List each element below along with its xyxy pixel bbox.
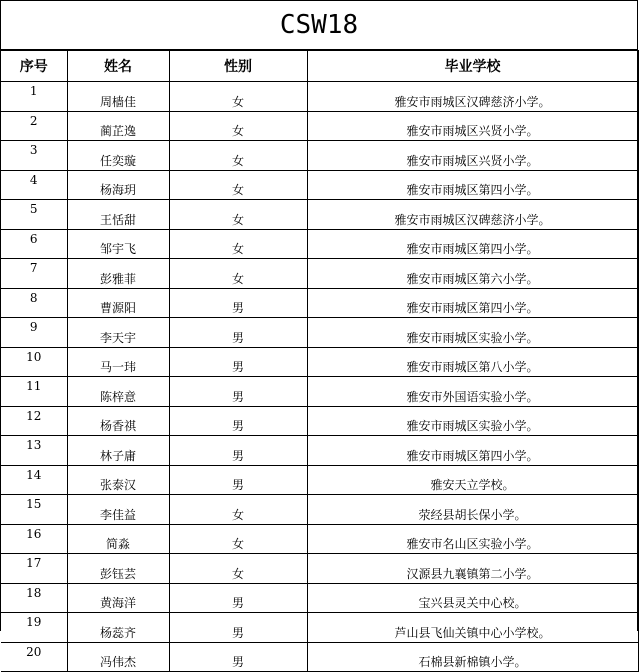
cell-school: 汉源县九襄镇第二小学。	[307, 554, 638, 584]
header-row	[1, 51, 638, 82]
cell-name: 简淼	[67, 524, 169, 554]
cell-no: 15	[1, 495, 67, 525]
cell-gender: 男	[169, 583, 307, 613]
table-row	[1, 436, 638, 466]
cell-school: 雅安市雨城区第八小学。	[307, 347, 638, 377]
cell-school: 雅安市雨城区第四小学。	[307, 229, 638, 259]
cell-school: 芦山县飞仙关镇中心小学校。	[307, 613, 638, 643]
table-row	[1, 495, 638, 525]
cell-no: 6	[1, 229, 67, 259]
cell-school: 雅安市雨城区汉碑慈济小学。	[307, 200, 638, 230]
cell-no: 20	[1, 642, 67, 672]
cell-no: 10	[1, 347, 67, 377]
cell-name: 任奕璇	[67, 141, 169, 171]
cell-gender: 女	[169, 141, 307, 171]
cell-school: 雅安天立学校。	[307, 465, 638, 495]
cell-no: 2	[1, 111, 67, 141]
cell-gender: 男	[169, 642, 307, 672]
cell-gender: 女	[169, 200, 307, 230]
table-row	[1, 347, 638, 377]
cell-gender: 男	[169, 318, 307, 348]
cell-name: 周樯佳	[67, 82, 169, 112]
header-no: 序号	[1, 51, 67, 82]
cell-no: 1	[1, 82, 67, 112]
cell-no: 16	[1, 524, 67, 554]
cell-no: 4	[1, 170, 67, 200]
cell-name: 杨海玥	[67, 170, 169, 200]
table-row	[1, 406, 638, 436]
cell-no: 7	[1, 259, 67, 289]
cell-gender: 女	[169, 524, 307, 554]
cell-school: 雅安市雨城区第四小学。	[307, 436, 638, 466]
table-row	[1, 288, 638, 318]
table-row	[1, 259, 638, 289]
cell-no: 12	[1, 406, 67, 436]
student-table	[1, 50, 639, 672]
cell-gender: 男	[169, 465, 307, 495]
cell-name: 彭雅菲	[67, 259, 169, 289]
cell-school: 雅安市雨城区实验小学。	[307, 318, 638, 348]
cell-name: 李天宇	[67, 318, 169, 348]
cell-gender: 女	[169, 82, 307, 112]
cell-gender: 女	[169, 259, 307, 289]
table-row	[1, 642, 638, 672]
cell-name: 李佳益	[67, 495, 169, 525]
table-row	[1, 377, 638, 407]
cell-school: 雅安市外国语实验小学。	[307, 377, 638, 407]
table-row	[1, 613, 638, 643]
cell-gender: 女	[169, 495, 307, 525]
table-row	[1, 524, 638, 554]
cell-name: 林子庸	[67, 436, 169, 466]
sheet-title: CSW18	[1, 1, 637, 50]
cell-school: 石棉县新棉镇小学。	[307, 642, 638, 672]
cell-no: 9	[1, 318, 67, 348]
table-row	[1, 200, 638, 230]
cell-gender: 男	[169, 436, 307, 466]
cell-no: 13	[1, 436, 67, 466]
cell-gender: 男	[169, 406, 307, 436]
cell-name: 张泰汉	[67, 465, 169, 495]
cell-school: 雅安市雨城区第四小学。	[307, 288, 638, 318]
cell-school: 雅安市雨城区第四小学。	[307, 170, 638, 200]
cell-school: 宝兴县灵关中心校。	[307, 583, 638, 613]
cell-no: 17	[1, 554, 67, 584]
table-row	[1, 111, 638, 141]
cell-no: 11	[1, 377, 67, 407]
cell-name: 曹源阳	[67, 288, 169, 318]
cell-school: 雅安市雨城区实验小学。	[307, 406, 638, 436]
cell-gender: 女	[169, 111, 307, 141]
cell-gender: 女	[169, 170, 307, 200]
header-name: 姓名	[67, 51, 169, 82]
cell-gender: 男	[169, 288, 307, 318]
cell-name: 黄海洋	[67, 583, 169, 613]
header-gender: 性别	[169, 51, 307, 82]
cell-gender: 男	[169, 347, 307, 377]
cell-no: 3	[1, 141, 67, 171]
cell-no: 14	[1, 465, 67, 495]
table-row	[1, 82, 638, 112]
cell-gender: 女	[169, 229, 307, 259]
cell-school: 雅安市雨城区兴贤小学。	[307, 141, 638, 171]
table-row	[1, 554, 638, 584]
cell-name: 蔺芷逸	[67, 111, 169, 141]
cell-name: 冯伟杰	[67, 642, 169, 672]
cell-no: 19	[1, 613, 67, 643]
cell-school: 雅安市雨城区第六小学。	[307, 259, 638, 289]
cell-name: 杨香祺	[67, 406, 169, 436]
cell-school: 雅安市雨城区兴贤小学。	[307, 111, 638, 141]
cell-gender: 男	[169, 377, 307, 407]
table-row	[1, 229, 638, 259]
cell-no: 8	[1, 288, 67, 318]
cell-school: 荥经县胡长保小学。	[307, 495, 638, 525]
table-row	[1, 465, 638, 495]
cell-school: 雅安市名山区实验小学。	[307, 524, 638, 554]
table-row	[1, 318, 638, 348]
cell-name: 陈梓意	[67, 377, 169, 407]
table-row	[1, 170, 638, 200]
cell-no: 5	[1, 200, 67, 230]
table-row	[1, 583, 638, 613]
cell-gender: 男	[169, 613, 307, 643]
table-row	[1, 141, 638, 171]
cell-gender: 女	[169, 554, 307, 584]
cell-name: 杨蕊齐	[67, 613, 169, 643]
cell-school: 雅安市雨城区汉碑慈济小学。	[307, 82, 638, 112]
cell-no: 18	[1, 583, 67, 613]
cell-name: 王恬甜	[67, 200, 169, 230]
cell-name: 邹宇飞	[67, 229, 169, 259]
header-school: 毕业学校	[307, 51, 638, 82]
cell-name: 彭钰芸	[67, 554, 169, 584]
cell-name: 马一玮	[67, 347, 169, 377]
